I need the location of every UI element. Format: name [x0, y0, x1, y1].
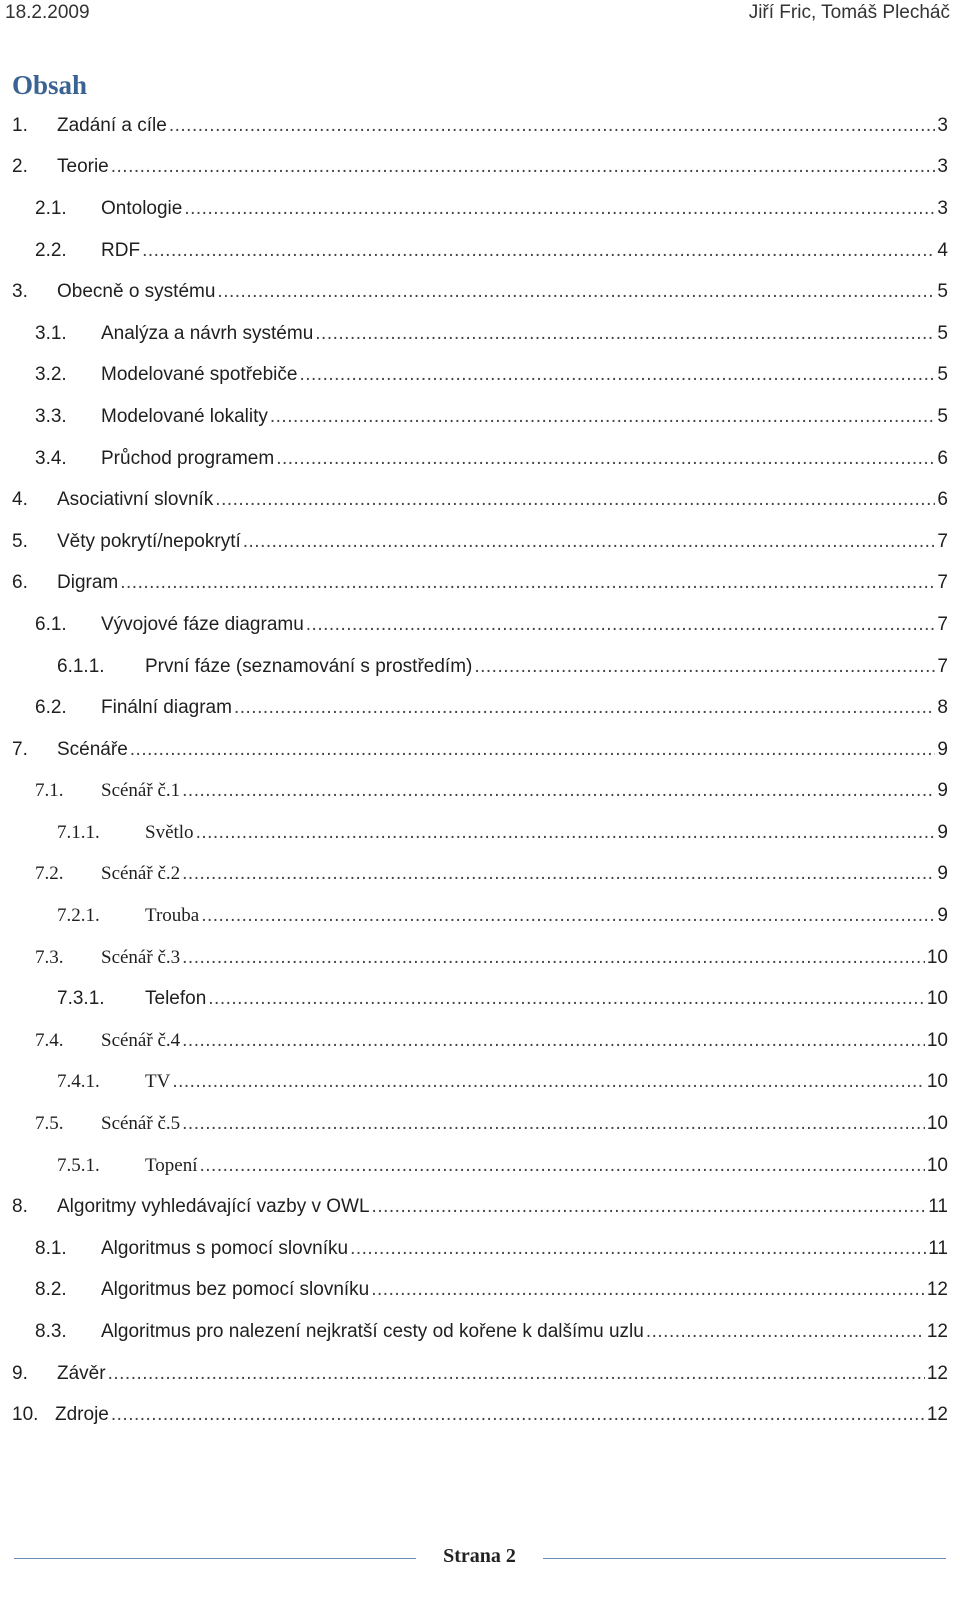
toc-entry-page: 7: [937, 530, 948, 552]
header-date: 18.2.2009: [5, 2, 90, 23]
toc-entry[interactable]: [0, 271, 960, 313]
toc-entry-label: Scénář č.1: [101, 780, 181, 802]
toc-entry[interactable]: [0, 1062, 960, 1104]
toc-entry-page: 6: [937, 447, 948, 469]
toc-entry-body: [57, 739, 948, 761]
toc-entry[interactable]: [0, 729, 960, 771]
toc-dot-leader: [270, 406, 936, 428]
toc-entry-number: 7.1.: [35, 780, 64, 802]
toc-entry-page: 12: [926, 1362, 948, 1384]
toc-entry-number: 4.: [12, 489, 28, 511]
toc-entry-page: 4: [937, 239, 948, 261]
toc-entry-label: Algoritmus s pomocí slovníku: [101, 1237, 349, 1259]
toc-entry-body: [57, 281, 948, 303]
toc-entry-page: 5: [937, 281, 948, 303]
toc-entry-body: [101, 947, 948, 969]
toc-entry-page: 10: [926, 1029, 948, 1051]
toc-dot-leader: [350, 1238, 926, 1260]
toc-dot-leader: [215, 489, 935, 511]
toc-dot-leader: [169, 115, 936, 137]
toc-dot-leader: [217, 281, 935, 303]
toc-entry-body: [101, 240, 948, 262]
page-header: [0, 0, 960, 28]
toc-entry-number: 3.4.: [35, 447, 67, 469]
toc-entry-page: 5: [937, 322, 948, 344]
toc-entry-body: [57, 489, 948, 511]
toc-entry-page: 5: [937, 405, 948, 427]
toc-entry-body: [57, 115, 948, 137]
toc-entry-body: [101, 1238, 948, 1260]
page-footer: [0, 1545, 960, 1575]
toc-entry-label: Věty pokrytí/nepokrytí: [57, 530, 241, 552]
toc-entry-label: Modelované spotřebiče: [101, 364, 298, 386]
toc-dot-leader: [276, 448, 935, 470]
toc-entry-label: Zadání a cíle: [57, 114, 167, 136]
toc-entry-body: [55, 1404, 948, 1426]
toc-entry-page: 7: [937, 655, 948, 677]
toc-entry-body: [101, 1113, 948, 1135]
toc-entry-page: 8: [937, 697, 948, 719]
toc-entry-label: Finální diagram: [101, 697, 232, 719]
toc-entry[interactable]: [0, 1145, 960, 1187]
toc-entry[interactable]: [0, 147, 960, 189]
toc-dot-leader: [200, 1155, 925, 1177]
toc-entry-label: Světlo: [145, 821, 194, 843]
toc-entry[interactable]: [0, 105, 960, 147]
toc-entry-page: 7: [937, 613, 948, 635]
toc-title: Obsah: [12, 70, 88, 100]
toc-entry[interactable]: [0, 1270, 960, 1312]
toc-entry-body: [57, 531, 948, 553]
toc-dot-leader: [474, 656, 935, 678]
toc-entry-label: Scénáře: [57, 738, 128, 760]
toc-entry-page: 3: [937, 156, 948, 178]
toc-dot-leader: [111, 1404, 925, 1426]
toc-dot-leader: [234, 697, 935, 719]
toc-entry[interactable]: [0, 355, 960, 397]
toc-entry-label: Průchod programem: [101, 447, 275, 469]
toc-dot-leader: [201, 905, 935, 927]
toc-entry-body: [101, 780, 948, 802]
toc-entry-body: [145, 1071, 948, 1093]
toc-entry-body: [145, 1155, 948, 1177]
toc-entry[interactable]: [0, 1353, 960, 1395]
toc-entry-label: TV: [145, 1071, 171, 1093]
toc-entry-number: 8.1.: [35, 1237, 67, 1259]
toc-dot-leader: [108, 1363, 925, 1385]
toc-entry-body: [57, 572, 948, 594]
toc-entry-body: [101, 1030, 948, 1052]
toc-entry-label: Telefon: [145, 988, 207, 1010]
toc-entry-page: 9: [937, 863, 948, 885]
toc-entry-body: [101, 863, 948, 885]
toc-entry-label: Obecně o systému: [57, 281, 216, 303]
toc-entry-number: 8.: [12, 1196, 28, 1218]
toc-entry-label: Scénář č.2: [101, 863, 181, 885]
toc-dot-leader: [182, 780, 935, 802]
toc-entry-body: [101, 364, 948, 386]
toc-entry[interactable]: [0, 604, 960, 646]
toc-entry-label: Algoritmus bez pomocí slovníku: [101, 1279, 370, 1301]
toc-dot-leader: [182, 863, 935, 885]
toc-entry-body: [101, 1279, 948, 1301]
toc-dot-leader: [111, 156, 936, 178]
toc-entry[interactable]: [0, 479, 960, 521]
toc-dot-leader: [243, 531, 936, 553]
toc-entry-number: 3.: [12, 281, 28, 303]
toc-entry-number: 7.3.: [35, 946, 64, 968]
toc-entry-number: 7.1.1.: [57, 821, 100, 843]
toc-entry[interactable]: [0, 1103, 960, 1145]
toc-entry-number: 7.4.: [35, 1029, 64, 1051]
toc-entry-page: 12: [926, 1279, 948, 1301]
toc-entry-page: 10: [926, 1154, 948, 1176]
toc-dot-leader: [299, 364, 935, 386]
toc-entry-number: 2.: [12, 156, 28, 178]
toc-entry-label: Teorie: [57, 156, 109, 178]
toc-entry-number: 7.5.1.: [57, 1154, 100, 1176]
toc-entry-page: 3: [937, 197, 948, 219]
toc-entry[interactable]: [0, 563, 960, 605]
toc-entry-number: 7.3.1.: [57, 988, 105, 1010]
toc-dot-leader: [182, 1030, 925, 1052]
toc-entry-number: 8.3.: [35, 1321, 67, 1343]
toc-entry-body: [101, 323, 948, 345]
toc-dot-leader: [172, 1071, 925, 1093]
toc-entry[interactable]: [0, 771, 960, 813]
toc-entry[interactable]: [0, 438, 960, 480]
toc-entry-page: 9: [937, 821, 948, 843]
toc-entry[interactable]: [0, 1394, 960, 1436]
toc-entry-body: [57, 1363, 948, 1385]
toc-entry-page: 9: [937, 738, 948, 760]
toc-entry-label: Zdroje: [55, 1404, 109, 1426]
toc-entry-body: [101, 198, 948, 220]
toc-entry-body: [57, 156, 948, 178]
toc-entry[interactable]: [0, 521, 960, 563]
toc-dot-leader: [306, 614, 936, 636]
toc-entry-number: 7.: [12, 738, 28, 760]
toc-dot-leader: [315, 323, 935, 345]
toc-entry[interactable]: [0, 895, 960, 937]
toc-entry-label: Závěr: [57, 1362, 106, 1384]
toc-entry-label: Trouba: [145, 905, 200, 927]
toc-entry-body: [101, 448, 948, 470]
toc-entry-number: 3.3.: [35, 405, 67, 427]
toc-entry-number: 2.2.: [35, 239, 67, 261]
toc-entry-body: [101, 697, 948, 719]
toc-entry-body: [101, 614, 948, 636]
toc-entry-number: 9.: [12, 1362, 28, 1384]
toc-entry-number: 6.1.1.: [57, 655, 105, 677]
toc-entry-page: 11: [928, 1196, 948, 1218]
toc-entry-label: Digram: [57, 572, 119, 594]
toc-entry[interactable]: [0, 313, 960, 355]
toc-dot-leader: [182, 1113, 925, 1135]
toc-entry-label: Topení: [145, 1154, 198, 1176]
toc-entry-page: 9: [937, 905, 948, 927]
toc-entry-page: 10: [926, 946, 948, 968]
toc-entry-page: 9: [937, 780, 948, 802]
toc-entry-label: Scénář č.3: [101, 946, 181, 968]
toc-entry[interactable]: [0, 1228, 960, 1270]
toc-entry-number: 7.5.: [35, 1113, 64, 1135]
toc-entry-page: 5: [937, 364, 948, 386]
toc-entry-number: 6.: [12, 572, 28, 594]
toc-entry[interactable]: [0, 978, 960, 1020]
toc-entry[interactable]: [0, 687, 960, 729]
toc-dot-leader: [646, 1321, 925, 1343]
toc-dot-leader: [196, 822, 936, 844]
toc-entry[interactable]: [0, 854, 960, 896]
page-number-label: Strana 2: [443, 1545, 516, 1567]
toc-dot-leader: [120, 572, 935, 594]
toc-entry-page: 10: [926, 1071, 948, 1093]
toc-entry-number: 1.: [12, 114, 28, 136]
toc-entry-body: [145, 988, 948, 1010]
toc-entry-body: [57, 1196, 948, 1218]
toc-entry-number: 7.2.1.: [57, 905, 100, 927]
header-authors: Jiří Fric, Tomáš Plecháč: [748, 2, 950, 23]
toc-entry-page: 6: [937, 489, 948, 511]
toc-entry-page: 10: [926, 988, 948, 1010]
toc-entry-page: 12: [926, 1404, 948, 1426]
toc-entry-number: 10.: [12, 1404, 39, 1426]
toc-entry-number: 7.2.: [35, 863, 64, 885]
toc-entry-label: Asociativní slovník: [57, 489, 214, 511]
toc-entry-page: 10: [926, 1113, 948, 1135]
toc-entry-number: 3.2.: [35, 364, 67, 386]
toc-entry-number: 6.1.: [35, 613, 67, 635]
toc-entry-page: 3: [937, 114, 948, 136]
toc-entry[interactable]: [0, 396, 960, 438]
toc-entry-page: 12: [926, 1321, 948, 1343]
toc-entry-body: [101, 1321, 948, 1343]
footer-rule-left: [14, 1558, 416, 1559]
toc-entry-label: Analýza a návrh systému: [101, 322, 314, 344]
toc-entry-number: 6.2.: [35, 697, 67, 719]
footer-rule-right: [543, 1558, 946, 1559]
table-of-contents: [0, 105, 960, 1436]
toc-entry[interactable]: [0, 812, 960, 854]
toc-dot-leader: [372, 1196, 927, 1218]
toc-entry-label: RDF: [101, 239, 141, 261]
toc-entry-body: [145, 656, 948, 678]
toc-entry-label: Vývojové fáze diagramu: [101, 613, 304, 635]
toc-dot-leader: [371, 1279, 925, 1301]
toc-entry[interactable]: [0, 188, 960, 230]
toc-entry-number: 7.4.1.: [57, 1071, 100, 1093]
toc-entry-label: Scénář č.4: [101, 1029, 181, 1051]
toc-dot-leader: [184, 198, 935, 220]
toc-dot-leader: [208, 988, 925, 1010]
toc-entry-body: [145, 905, 948, 927]
toc-entry-body: [145, 822, 948, 844]
toc-entry[interactable]: [0, 1186, 960, 1228]
toc-entry-label: Ontologie: [101, 197, 183, 219]
toc-entry-label: Algoritmy vyhledávající vazby v OWL: [57, 1196, 370, 1218]
toc-dot-leader: [130, 739, 936, 761]
toc-entry-number: 3.1.: [35, 322, 67, 344]
toc-entry-page: 7: [937, 572, 948, 594]
toc-dot-leader: [142, 240, 935, 262]
toc-dot-leader: [182, 947, 925, 969]
toc-entry-page: 11: [928, 1237, 948, 1259]
toc-entry-label: Algoritmus pro nalezení nejkratší cesty od kořene k dalšímu uzlu: [101, 1321, 644, 1343]
toc-entry-number: 5.: [12, 530, 28, 552]
toc-entry-body: [101, 406, 948, 428]
toc-entry-label: První fáze (seznamování s prostředím): [145, 655, 473, 677]
toc-entry[interactable]: [0, 230, 960, 272]
toc-entry[interactable]: [0, 646, 960, 688]
toc-entry[interactable]: [0, 1311, 960, 1353]
toc-entry-number: 2.1.: [35, 197, 67, 219]
toc-entry[interactable]: [0, 1020, 960, 1062]
toc-entry-number: 8.2.: [35, 1279, 67, 1301]
toc-entry[interactable]: [0, 937, 960, 979]
toc-entry-label: Scénář č.5: [101, 1113, 181, 1135]
toc-entry-label: Modelované lokality: [101, 405, 268, 427]
